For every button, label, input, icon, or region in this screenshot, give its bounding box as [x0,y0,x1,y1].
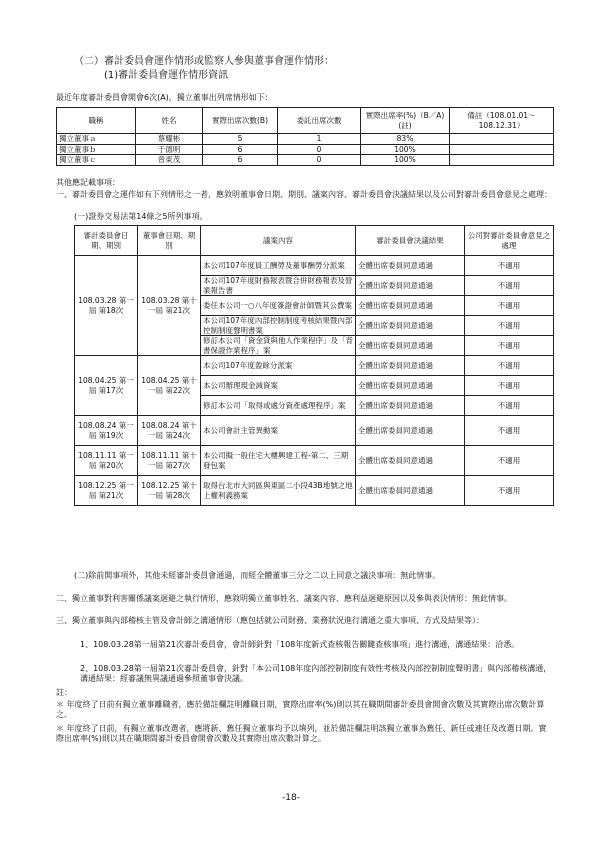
cell: 100% [361,144,450,155]
table-row [57,155,554,166]
cell [450,144,554,155]
item-2-text: 二、獨立董事對利害關係議案迴避之執行情形，應敘明獨立董事姓名、議案內容、應利益迴避原因以及參與表決情形：無此情事。 [56,594,512,603]
agenda-cell: 取得台北市大同區與東區二小段43B地號之地上權利義務案 [201,476,356,506]
handling-cell: 不適用 [465,256,554,276]
cell: 1 [278,134,361,145]
item-1-sub2 [74,571,554,581]
header-audit-date: 審計委員會日期、期別 [75,226,138,256]
cell: 100% [361,155,450,166]
cell: 83% [361,134,450,145]
handling-cell: 不適用 [465,376,554,396]
resolution-cell: 全體出席委員同意通過 [356,356,465,376]
table-row [75,256,554,276]
board-meeting-cell: 108.12.25 第十一屆 第28次 [138,476,201,506]
cell: 獨立董事ａ [57,134,136,145]
resolution-cell: 全體出席委員同意通過 [356,336,465,356]
agenda-cell: 本公司107年度財務報表暨合併財務報表及營業報告書 [201,276,356,296]
item-3-text: 三、獨立董事與內部稽核主管及會計師之溝通情形（應包括就公司財務、業務狀況進行溝通之重大事項、方式及結果等）： [56,616,484,625]
cell: 蔡耀彬 [136,134,203,145]
intro-text: 最近年度審計委員會開會6次(A)，獨立董事出列席情形如下： [56,93,273,102]
cell: 0 [278,155,361,166]
cell: 6 [203,155,278,166]
cell: 于德明 [136,144,203,155]
table-row [57,144,554,155]
resolution-cell: 全體出席委員同意通過 [356,276,465,296]
table-row [75,476,554,506]
cell: 獨立董事ｂ [57,144,136,155]
notes-label: 註： [56,688,72,697]
cell: 5 [203,134,278,145]
item-1-sub: (一)證券交易法第14條之5所列事項。 [74,212,208,221]
table-row [75,446,554,476]
header-board-date: 董事會日期、期別 [138,226,201,256]
header-resolution: 審計委員會決議結果 [356,226,465,256]
section-heading: （二）審計委員會運作情形或監察人參與董事會運作情形： [74,56,334,67]
handling-cell: 不適用 [465,296,554,316]
cell: 6 [203,144,278,155]
header-remarks: 備註（108.01.01～108.12.31） [450,108,554,134]
item-3-point-1: 1、108.03.28第一屆第21次審計委員會，會計師針對「108年度新式查核報告關鍵查核事項」進行溝通，溝通結果：洽悉。 [80,640,520,649]
audit-meeting-cell: 108.04.25 第一屆 第17次 [75,356,138,416]
audit-meeting-cell: 108.11.11 第一屆 第20次 [75,446,138,476]
item-1-text: 一、審計委員會之運作如有下列情形之一者，應敘明董事會日期、期別、議案內容、審計委員會決議結果以及公司對審計委員會意見之處理： [56,190,552,199]
handling-cell: 不適用 [465,356,554,376]
resolution-cell: 全體出席委員同意通過 [356,316,465,336]
item-1-sub2-text: (二)除前開事項外，其他未經審計委員會通過，而經全體董事三分之二以上同意之議決事項： [74,571,401,580]
board-meeting-cell: 108.11.11 第十一屆 第27次 [138,446,201,476]
board-meeting-cell: 108.08.24 第十一屆 第24次 [138,416,201,446]
table-row [57,134,554,145]
handling-cell: 不適用 [465,396,554,416]
attendance-table [56,107,554,166]
meetings-table [74,225,554,506]
board-meeting-cell: 108.03.28 第十一屆 第21次 [138,256,201,356]
agenda-cell: 本公司107年度內部控制制度考核結果暨內部控制制度聲明書案 [201,316,356,336]
table-row [75,416,554,446]
header-title: 職稱 [57,108,136,134]
cell [450,134,554,145]
resolution-cell: 全體出席委員同意通過 [356,256,465,276]
note-2: ＊ 年度終了日前，有獨立董事改選者，應將新、舊任獨立董事均予以填列，並於備註欄註明該獨立董事為舊任、新任或連任及改選日期。實際出席率(%)則以其在職期間審計委員會開會次數及其實際出席次數計算之。 [56,724,547,743]
note-1: ＊ 年度終了日前有獨立董事離職者，應於備註欄註明離職日期，實際出席率(%)則以其在職期間審計委員會開會次數及其實際出席次數計算之。 [56,700,545,719]
agenda-cell: 委任本公司一○八年度簽證會計師暨其公費案 [201,296,356,316]
table-row [75,356,554,376]
handling-cell: 不適用 [465,276,554,296]
audit-meeting-cell: 108.12.25 第一屆 第21次 [75,476,138,506]
resolution-cell: 全體出席委員同意通過 [356,396,465,416]
resolution-cell: 全體出席委員同意通過 [356,416,465,446]
handling-cell: 不適用 [465,446,554,476]
header-handling: 公司對審計委員會意見之處理 [465,226,554,256]
agenda-cell: 修訂本公司「資金貸與他人作業程序」及「背書保證作業程序」案 [201,336,356,356]
header-proxy: 委託出席次數 [278,108,361,134]
resolution-cell: 全體出席委員同意通過 [356,476,465,506]
item-3-point-2: 2、108.03.28第一屆第21次審計委員會，針對「本公司108年度內部控制制度有效性考核及內部控制制度聲明書」與內部稽核溝通，溝通結果：經審議無異議通過參照董事會決議。 [80,664,552,683]
other-items-label: 其他應記載事項： [56,178,120,187]
cell [450,155,554,166]
header-rate: 實際出席率(%)（B／A)(註) [361,108,450,134]
page-number: -18- [282,793,300,803]
header-agenda: 議案內容 [201,226,356,256]
audit-meeting-cell: 108.08.24 第一屆 第19次 [75,416,138,446]
cell: 曾東茂 [136,155,203,166]
audit-meeting-cell: 108.03.28 第一屆 第18次 [75,256,138,356]
handling-cell: 不適用 [465,336,554,356]
handling-cell: 不適用 [465,476,554,506]
board-meeting-cell: 108.04.25 第十一屆 第22次 [138,356,201,416]
resolution-cell: 全體出席委員同意通過 [356,376,465,396]
agenda-cell: 本公司107年度盈餘分派案 [201,356,356,376]
cell: 0 [278,144,361,155]
resolution-cell: 全體出席委員同意通過 [356,446,465,476]
item-1-sub2-answer: 無此情事。 [400,571,441,580]
agenda-cell: 本公司辦理現金減資案 [201,376,356,396]
resolution-cell: 全體出席委員同意通過 [356,296,465,316]
sub-heading: (1)審計委員會運作情形資訊 [104,70,229,81]
agenda-cell: 本公司會計主管異動案 [201,416,356,446]
agenda-cell: 本公司107年度員工酬勞及董事酬勞分派案 [201,256,356,276]
agenda-cell: 本公司擬一般住宅大樓興建工程-第二、三期發包案 [201,446,356,476]
header-actual: 實際出席次數(B) [203,108,278,134]
handling-cell: 不適用 [465,316,554,336]
handling-cell: 不適用 [465,416,554,446]
cell: 獨立董事ｃ [57,155,136,166]
header-name: 姓名 [136,108,203,134]
agenda-cell: 修訂本公司「取得或處分資產處理程序」案 [201,396,356,416]
